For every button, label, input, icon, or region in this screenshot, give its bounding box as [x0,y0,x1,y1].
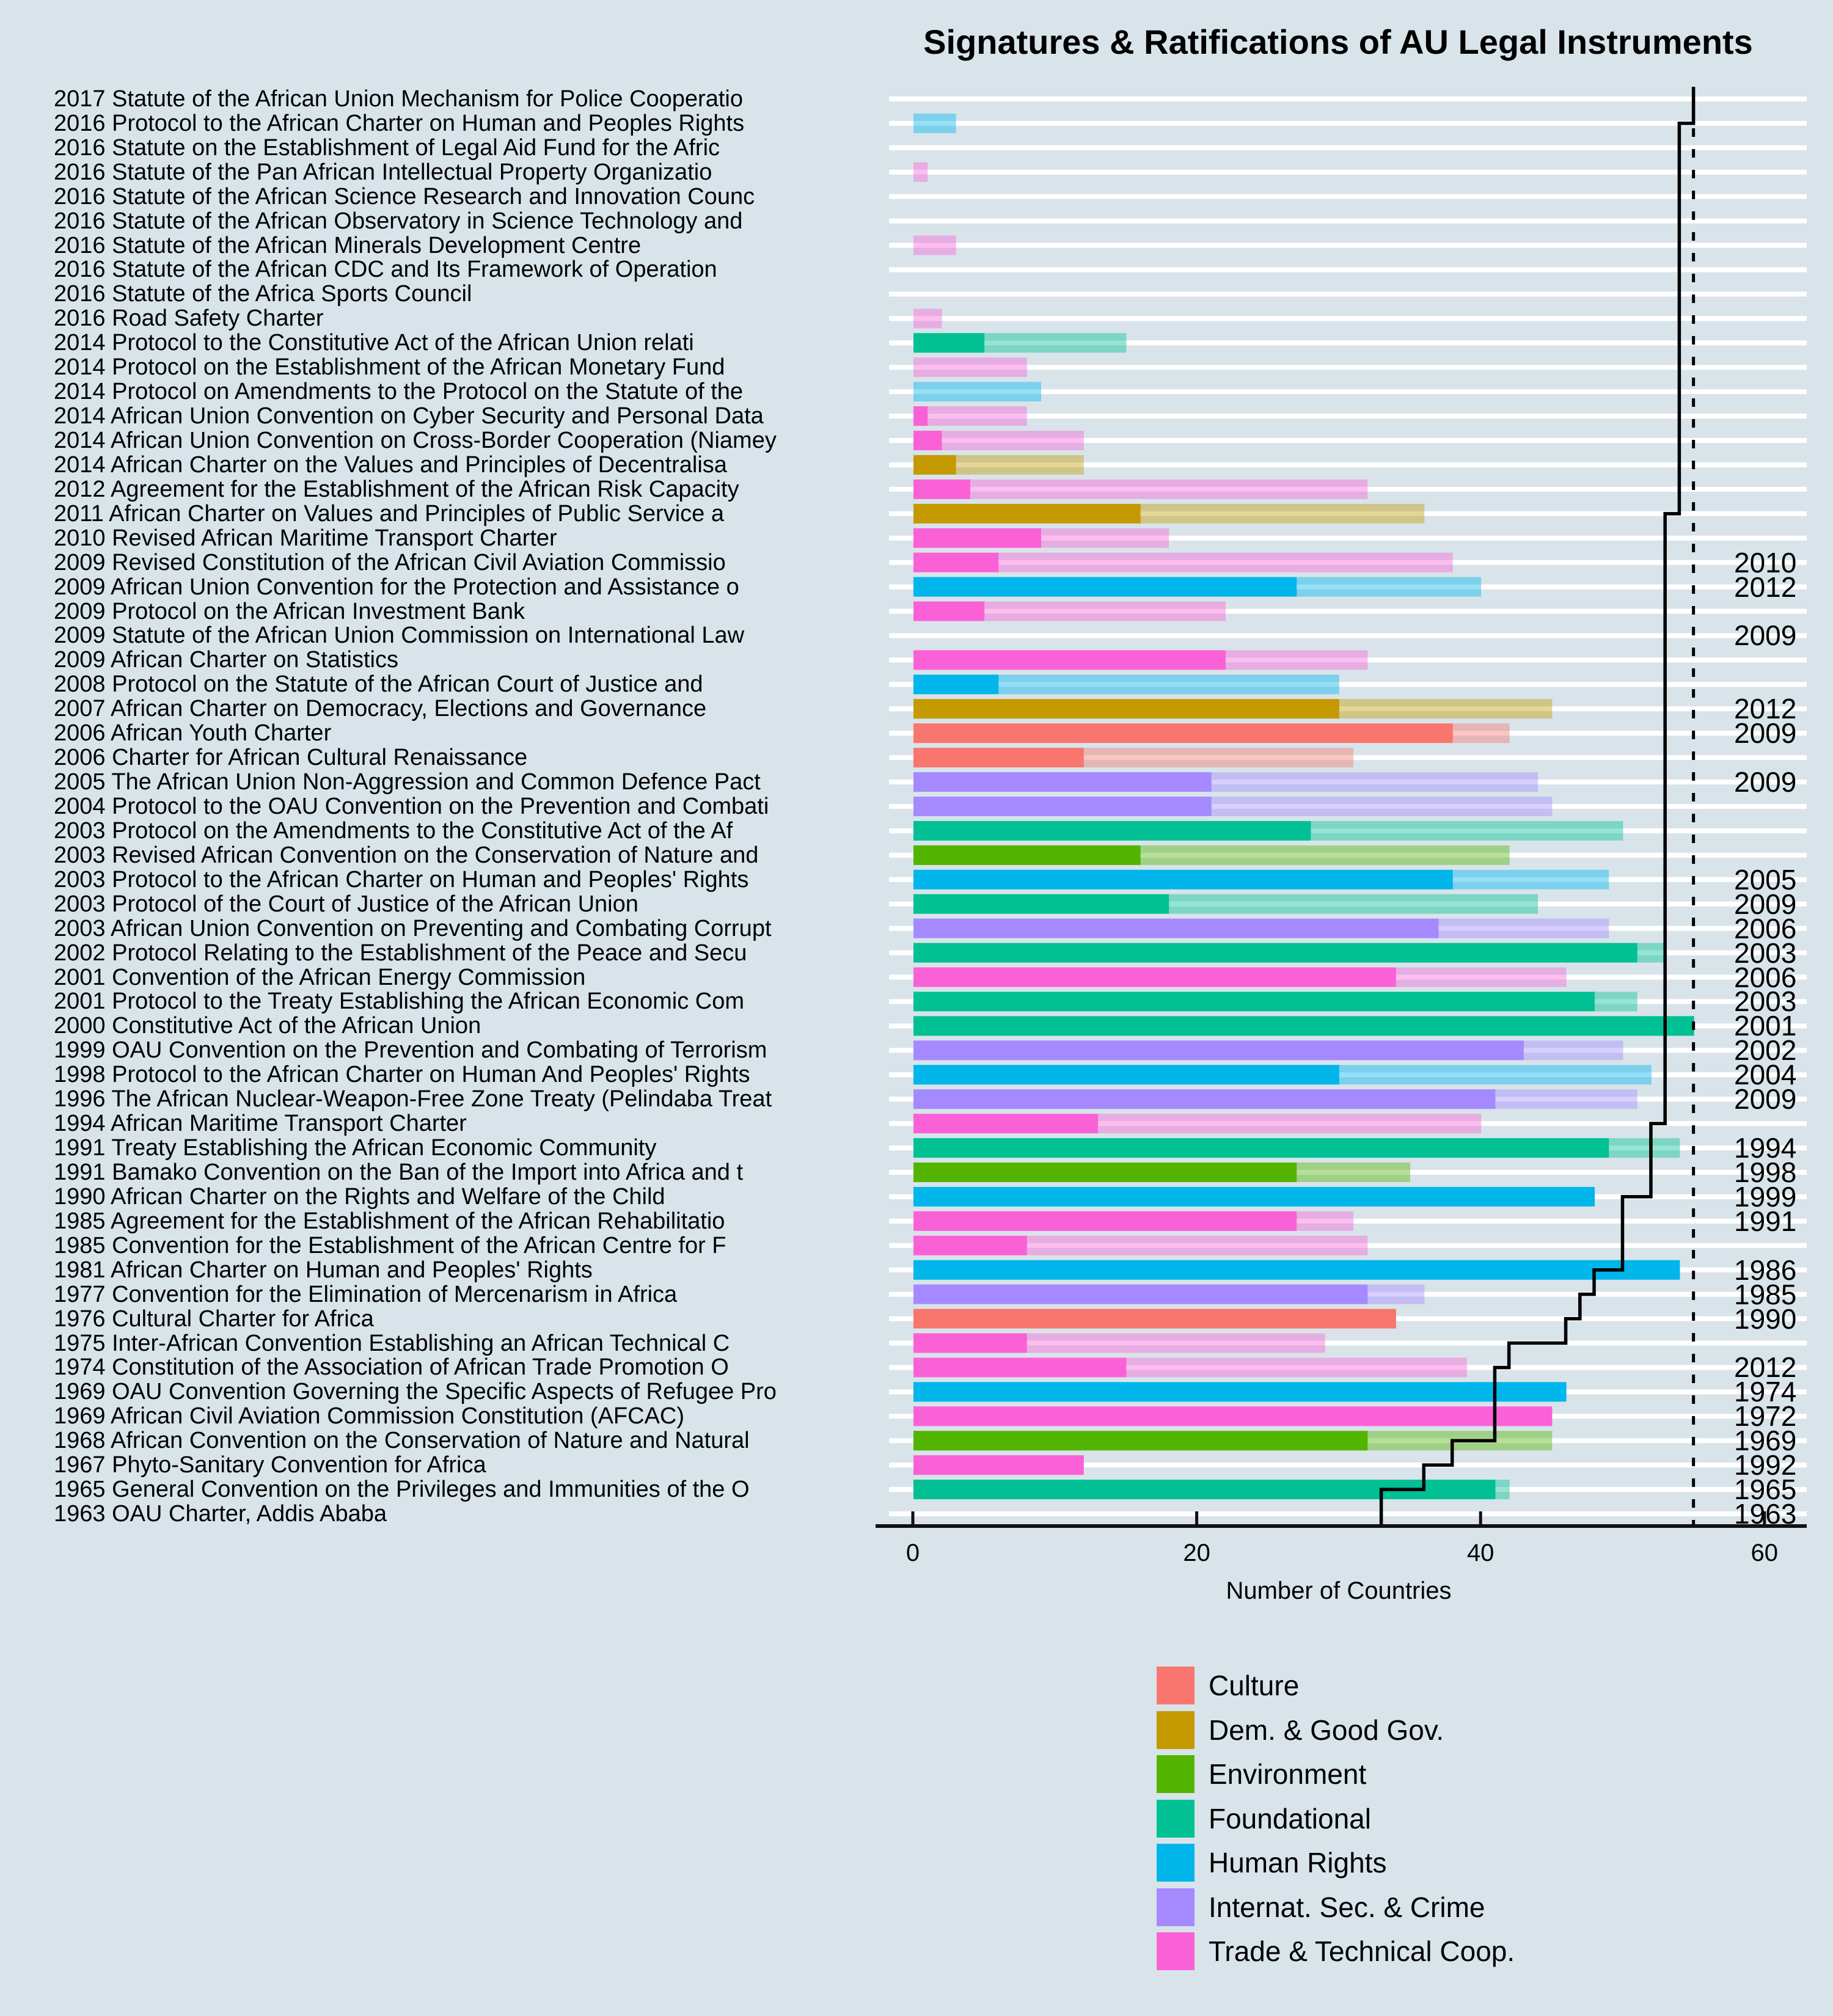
entry-into-force-year: 2012 [1734,693,1797,725]
ratifications-bar [913,1016,1694,1035]
row-label: 1991 Bamako Convention on the Ban of the Import into Africa and t [54,1159,744,1185]
entry-into-force-year: 1974 [1734,1376,1797,1408]
ratifications-bar [913,1236,1027,1255]
row-label: 2004 Protocol to the OAU Convention on the Prevention and Combati [54,794,769,819]
row-label: 1990 African Charter on the Rights and Welfare of the Child [54,1183,665,1210]
entry-into-force-year: 1986 [1734,1254,1797,1286]
row-label: 2014 African Charter on the Values and Principles of Decentralisa [54,451,727,478]
chart-title: Signatures & Ratifications of AU Legal Instruments [923,23,1753,61]
row-label: 2003 Protocol to the African Charter on Human and Peoples' Rights [54,866,749,893]
signatures-bar [913,163,927,182]
ratifications-bar [913,894,1169,914]
row-label: 2016 Statute of the African Minerals Development Centre [54,232,642,258]
row-label: 2011 African Charter on Values and Principles of Public Service a [54,500,724,527]
entry-into-force-year: 2003 [1734,985,1797,1018]
entry-into-force-year: 2009 [1734,888,1797,920]
x-tick-label: 20 [1183,1539,1210,1566]
legend-label: Internat. Sec. & Crime [1209,1891,1485,1923]
row-label: 1976 Cultural Charter for Africa [54,1306,374,1332]
ratifications-bar [913,748,1084,767]
row-label: 1977 Convention for the Elimination of Mercenarism in Africa [54,1281,678,1307]
legend-swatch-foundational [1157,1800,1195,1838]
row-label: 2016 Protocol to the African Charter on Human and Peoples Rights [54,110,745,136]
gridline [889,1511,1807,1516]
row-label: 2016 Statute of the Pan African Intellectual Property Organizatio [54,159,712,185]
ratifications-bar [913,1089,1495,1109]
entry-into-force-year: 1963 [1734,1498,1797,1530]
ratifications-bar [913,1455,1084,1475]
entry-into-force-year: 1969 [1734,1425,1797,1457]
ratifications-bar [913,1285,1367,1304]
ratifications-bar [913,1163,1297,1182]
row-label: 2017 Statute of the African Union Mechanism for Police Cooperatio [54,86,743,112]
ratifications-bar [913,1138,1609,1158]
signatures-bar [913,480,1367,499]
legend-label: Environment [1209,1758,1367,1790]
ratifications-bar [913,1309,1396,1329]
entry-into-force-year: 2003 [1734,937,1797,969]
signatures-bar [913,406,1027,426]
row-label: 2009 African Union Convention for the Protection and Assistance o [54,574,739,600]
row-label: 2009 Statute of the African Union Commission on International Law [54,623,745,649]
row-label: 1967 Phyto-Sanitary Convention for Africa [54,1452,486,1478]
x-tick-label: 60 [1751,1539,1779,1566]
ratifications-bar [913,455,956,475]
row-label: 2006 African Youth Charter [54,720,332,747]
entry-into-force-year: 1992 [1734,1449,1797,1481]
ratifications-bar [913,845,1141,865]
row-label: 1985 Convention for the Establishment of the African Centre for F [54,1232,726,1258]
gridline [889,145,1807,150]
ratifications-bar [913,1334,1027,1353]
ratifications-bar [913,797,1212,816]
row-label: 2003 African Union Convention on Preventing and Combating Corrupt [54,915,772,941]
signatures-bar [913,309,942,328]
ratifications-bar [913,333,984,352]
gridline [889,267,1807,272]
gridline [889,633,1807,638]
ratifications-bar [913,723,1453,743]
entry-into-force-year: 1985 [1734,1278,1797,1310]
row-label: 2001 Protocol to the Treaty Establishing the African Economic Com [54,988,745,1015]
signatures-bar [913,114,956,133]
gridline [889,243,1807,248]
ratifications-bar [913,674,998,694]
legend-swatch-internat-sec-crime [1157,1888,1195,1926]
ratifications-bar [913,992,1595,1011]
legend-label: Foundational [1209,1802,1371,1835]
ratifications-bar [913,1260,1680,1280]
ratifications-bar [913,1065,1339,1084]
row-label: 2009 African Charter on Statistics [54,647,398,673]
entry-into-force-year: 1990 [1734,1302,1797,1335]
row-label: 1991 Treaty Establishing the African Economic Community [54,1135,657,1161]
row-label: 2003 Revised African Convention on the Conservation of Nature and [54,842,759,868]
row-label: 2016 Statute on the Establishment of Legal Aid Fund for the Afric [54,134,720,161]
row-label: 1969 African Civil Aviation Commission Constitution (AFCAC) [54,1403,685,1430]
entry-into-force-year: 2009 [1734,766,1797,798]
row-label: 1965 General Convention on the Privileges and Immunities of the O [54,1477,750,1503]
row-label: 2016 Statute of the Africa Sports Council [54,281,472,307]
ratifications-bar [913,577,1297,597]
row-label: 2006 Charter for African Cultural Renaissance [54,745,528,771]
entry-into-force-year: 1999 [1734,1180,1797,1213]
entry-into-force-year: 2004 [1734,1059,1797,1091]
row-label: 2014 Protocol on Amendments to the Protocol on the Statute of the [54,379,744,405]
ratifications-bar [913,1211,1297,1231]
row-label: 2003 Protocol on the Amendments to the Constitutive Act of the Af [54,817,733,844]
row-label: 2016 Statute of the African Science Research and Innovation Counc [54,183,755,210]
legend-label: Trade & Technical Coop. [1209,1935,1515,1967]
gridline [889,121,1807,126]
ratifications-bar [913,943,1637,963]
row-label: 2000 Constitutive Act of the African Union [54,1013,481,1039]
row-label: 2014 African Union Convention on Cross-Border Cooperation (Niamey [54,428,777,454]
ratifications-bar [913,406,927,426]
row-label: 2010 Revised African Maritime Transport Charter [54,525,557,551]
legend-swatch-dem-good-gov- [1157,1711,1195,1749]
signatures-bar [913,357,1027,377]
ratifications-bar [913,528,1041,548]
gridline [889,170,1807,175]
ratifications-bar [913,602,984,621]
row-label: 2003 Protocol of the Court of Justice of the African Union [54,891,638,917]
legend-swatch-culture [1157,1667,1195,1704]
entry-into-force-year: 1991 [1734,1205,1797,1237]
legend-label: Culture [1209,1670,1300,1701]
row-label: 2007 African Charter on Democracy, Elections and Governance [54,696,707,722]
row-label: 1963 OAU Charter, Addis Ababa [54,1501,387,1527]
row-label: 1998 Protocol to the African Charter on Human And Peoples' Rights [54,1062,750,1088]
entry-into-force-year: 2009 [1734,619,1797,652]
row-label: 2016 Statute of the African Observatory in Science Technology and [54,208,743,234]
ratifications-bar [913,1187,1595,1207]
ratifications-bar [913,1406,1552,1426]
row-label: 2014 Protocol on the Establishment of the African Monetary Fund [54,354,725,381]
ratifications-bar [913,1114,1098,1133]
row-label: 2009 Revised Constitution of the African Civil Aviation Commissio [54,549,726,575]
entry-into-force-year: 2012 [1734,1351,1797,1384]
row-label: 1999 OAU Convention on the Prevention and Combating of Terrorism [54,1037,767,1064]
ratifications-bar [913,553,998,572]
legend-swatch-trade-technical-coop- [1157,1932,1195,1970]
gridline [889,291,1807,296]
ratifications-bar [913,1357,1126,1377]
entry-into-force-year: 1965 [1734,1474,1797,1506]
ratifications-bar [913,1040,1524,1060]
legend-label: Human Rights [1209,1847,1387,1879]
row-label: 1994 African Maritime Transport Charter [54,1111,467,1137]
entry-into-force-year: 2006 [1734,961,1797,993]
row-label: 1969 OAU Convention Governing the Specific Aspects of Refugee Pro [54,1379,777,1405]
x-tick-label: 40 [1466,1539,1495,1566]
ratifications-bar [913,431,942,450]
row-label: 2008 Protocol on the Statute of the African Court of Justice and [54,671,703,698]
entry-into-force-year: 1998 [1734,1156,1797,1188]
entry-into-force-year: 2001 [1734,1010,1797,1042]
gridline [889,194,1807,199]
row-label: 1968 African Convention on the Conservation of Nature and Natural [54,1428,750,1454]
entry-into-force-year: 2009 [1734,1083,1797,1116]
entry-into-force-year: 2010 [1734,546,1797,579]
ratifications-bar [913,1382,1567,1401]
row-label: 2009 Protocol on the African Investment Bank [54,598,525,624]
signatures-bar [913,236,956,255]
entry-into-force-year: 1994 [1734,1132,1797,1164]
entry-into-force-year: 2009 [1734,717,1797,750]
entry-into-force-year: 2006 [1734,912,1797,944]
x-tick-label: 0 [906,1539,920,1566]
ratifications-bar [913,821,1311,841]
legend-label: Dem. & Good Gov. [1209,1714,1444,1746]
row-label: 1975 Inter-African Convention Establishing an African Technical C [54,1330,730,1356]
entry-into-force-year: 2002 [1734,1034,1797,1067]
ratifications-bar [913,919,1439,938]
ratifications-bar [913,1431,1367,1450]
ratifications-bar [913,699,1339,718]
ratifications-bar [913,870,1453,889]
row-label: 2014 African Union Convention on Cyber Security and Personal Data [54,403,764,429]
ratifications-bar [913,650,1226,670]
row-label: 1974 Constitution of the Association of African Trade Promotion O [54,1354,729,1381]
entry-into-force-year: 1972 [1734,1400,1797,1433]
row-label: 2001 Convention of the African Energy Commission [54,964,586,990]
row-label: 2014 Protocol to the Constitutive Act of the African Union relati [54,330,694,356]
signatures-bar [913,382,1041,401]
gridline [889,219,1807,224]
gridline [889,316,1807,321]
ratifications-bar [913,504,1141,524]
row-label: 2016 Road Safety Charter [54,305,324,332]
row-label: 1985 Agreement for the Establishment of the African Rehabilitatio [54,1208,725,1234]
ratifications-bar [913,968,1396,987]
row-label: 2012 Agreement for the Establishment of the African Risk Capacity [54,476,739,502]
ratifications-bar [913,480,970,499]
row-label: 2002 Protocol Relating to the Establishment of the Peace and Secu [54,940,747,966]
row-label: 1996 The African Nuclear-Weapon-Free Zone Treaty (Pelindaba Treat [54,1086,772,1112]
x-axis-title: Number of Countries [1226,1577,1452,1604]
entry-into-force-year: 2012 [1734,571,1797,603]
gridline [889,97,1807,101]
entry-into-force-year: 2005 [1734,863,1797,896]
row-label: 2005 The African Union Non-Aggression and Common Defence Pact [54,769,761,795]
row-label: 2016 Statute of the African CDC and Its Framework of Operation [54,257,717,283]
ratifications-bar [913,772,1212,792]
legend-swatch-environment [1157,1755,1195,1793]
legend-swatch-human-rights [1157,1844,1195,1882]
row-label: 1981 African Charter on Human and Peoples' Rights [54,1257,593,1283]
